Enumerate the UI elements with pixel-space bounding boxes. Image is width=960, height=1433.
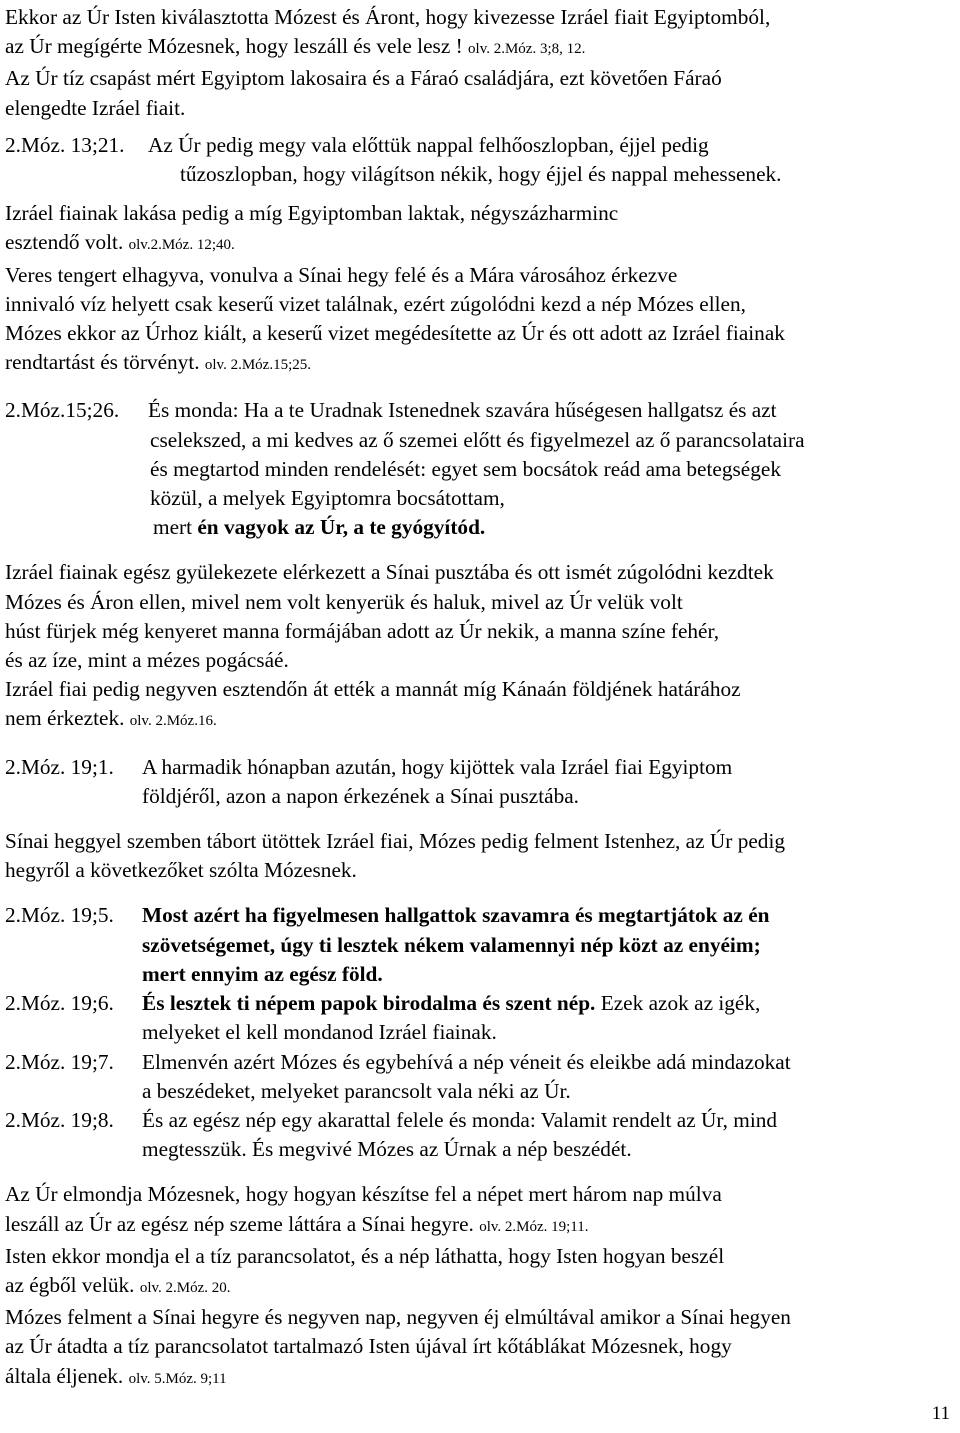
paragraph-9 [5,827,950,885]
text-line: és az íze, mint a mézes pogácsáé. [5,648,289,673]
text-span: általa éljenek. [5,1363,129,1388]
text-span: leszáll az Úr az egész nép szeme láttára a Sínai hegyre. [5,1211,480,1236]
verse-19-1 [5,753,950,811]
text-line: Az Úr elmondja Mózesnek, hogy hogyan készítse fel a népet mert három nap múlva [5,1182,722,1207]
document-page [5,3,950,1394]
verse-19-8 [5,1106,950,1164]
text-span: rendtartást és törvényt. [5,350,205,375]
verse-reference: 2.Móz. 19;8. [5,1107,114,1132]
text-line: cselekszed, a mi kedves az ő szemei előtt és figyelmezel az ő parancsolataira [150,427,805,452]
text-line: földjéről, azon a napon érkezének a Sínai pusztába. [142,783,579,808]
text-line [5,1271,950,1303]
text-line: innivaló víz helyett csak keserű vizet találnak, ezért zúgolódni kezd a nép Mózes ellen, [5,291,746,316]
verse-13-21 [5,131,950,189]
text-span: nem érkeztek. [5,706,130,731]
text-line: Izráel fiai pedig negyven esztendőn át ették a mannát míg Kánaán földjének határához [5,677,741,702]
text-line: És monda: Ha a te Uradnak Istenednek szavára hűségesen hallgatsz és azt [148,398,777,423]
verse-reference: 2.Móz. 19;5. [5,903,114,928]
verse-reference: 2.Móz. 19;1. [5,754,114,779]
verse-15-26 [5,396,950,542]
text-line [5,348,950,380]
reference-note: olv.2.Móz. 12;40. [128,237,235,254]
paragraph-16 [5,1303,950,1394]
verse-19-5 [5,901,950,989]
text-line: közül, a melyek Egyiptomra bocsátottam, [150,486,505,511]
text-line [5,32,950,64]
text-line [5,1362,950,1394]
text-line: Isten ekkor mondja el a tíz parancsolatot, és a nép láthatta, hogy Isten hogyan beszél [5,1243,725,1268]
text-span: az Úr megígérte Mózesnek, hogy leszáll és vele lesz ! [5,34,469,59]
text-line: hegyről a következőket szólta Mózesnek. [5,858,357,883]
page-number: 11 [931,1403,950,1424]
reference-note: olv. 5.Móz. 9;11 [128,1370,227,1387]
text-line: És az egész nép egy akarattal felele és monda: Valamit rendelt az Úr, mind [142,1107,778,1132]
text-line [5,704,950,736]
reference-note: olv. 2.Móz. 3;8, 12. [468,41,586,58]
text-line [5,228,950,260]
text-line: Mózes felment a Sínai hegyre és negyven nap, negyven éj elmúltával amikor a Sínai hegyen [5,1305,791,1330]
text-line: Veres tengert elhagyva, vonulva a Sínai hegy felé és a Mára városához érkezve [5,262,678,287]
paragraph-2 [5,64,950,122]
text-line: Most azért ha figyelmesen hallgattok szavamra és megtartjátok az én [142,903,770,928]
paragraph-4 [5,199,950,260]
paragraph-15 [5,1242,950,1303]
text-line: Mózes ekkor az Úrhoz kiált, a keserű vizet megédesítette az Úr és ott adott az Izráel fiainak [5,321,785,346]
text-line: Mózes és Áron ellen, mivel nem volt kenyerük és haluk, mivel az Úr velük volt [5,589,683,614]
emphasis-text: én vagyok az Úr, a te gyógyítód. [197,515,486,540]
text-line: Izráel fiainak lakása pedig a míg Egyiptomban laktak, négyszázharminc [5,201,619,226]
text-line: húst fürjek még kenyeret manna formájában adott az Úr nekik, a manna színe fehér, [5,618,720,643]
reference-note: olv. 2.Móz.15;25. [204,357,311,374]
paragraph-5 [5,261,950,381]
text-line: megtesszük. És megvivé Mózes az Úrnak a nép beszédét. [142,1137,632,1162]
verse-19-6 [5,989,950,1047]
reference-note: olv. 2.Móz. 19;11. [479,1218,589,1235]
text-line: Az Úr pedig megy vala előttük nappal felhőoszlopban, éjjel pedig [148,132,709,157]
text-line: Sínai heggyel szemben tábort ütöttek Izráel fiai, Mózes pedig felment Istenhez, az Úr pedig [5,829,786,854]
verse-reference: 2.Móz. 19;6. [5,991,114,1016]
paragraph-14 [5,1180,950,1241]
text-span: az égből velük. [5,1272,140,1297]
text-line: tűzoszlopban, hogy világítson nékik, hogy éjjel és nappal mehessenek. [180,162,782,187]
verse-reference: 2.Móz.15;26. [5,398,120,423]
text-line: Elmenvén azért Mózes és egybehívá a nép véneit és eleikbe adá mindazokat [142,1049,791,1074]
text-line: és megtartod minden rendelését: egyet sem bocsátok reád ama betegségek [150,456,781,481]
text-line: Az Úr tíz csapást mért Egyiptom lakosaira és a Fáraó családjára, ezt követően Fáraó [5,66,722,91]
text-line: melyeket el kell mondanod Izráel fiainak. [142,1020,497,1045]
text-line: a beszédeket, melyeket parancsolt vala néki az Úr. [142,1078,571,1103]
text-line: elengedte Izráel fiait. [5,95,186,120]
text-line: Ekkor az Úr Isten kiválasztotta Mózest és Áront, hogy kivezesse Izráel fiait Egyiptomból, [5,5,771,29]
text-span: mert [153,515,198,540]
text-line [5,1210,950,1242]
text-line: szövetségemet, úgy ti lesztek nékem valamennyi nép közt az enyéim; [142,932,761,957]
text-line [153,513,950,542]
text-line: Izráel fiainak egész gyülekezete elérkezett a Sínai pusztába és ott ismét zúgolódni kezdtek [5,560,774,585]
emphasis-text: És lesztek ti népem papok birodalma és szent nép. [142,991,596,1016]
paragraph-1 [5,3,950,64]
text-line [142,989,950,1018]
text-line: az Úr átadta a tíz parancsolatot tartalmazó Isten újával írt kőtáblákat Mózesnek, hogy [5,1334,732,1359]
reference-note: olv. 2.Móz. 20. [139,1279,231,1296]
text-line: mert ennyim az egész föld. [142,961,383,986]
verse-reference: 2.Móz. 13;21. [5,132,125,157]
text-span: Ezek azok az igék, [595,991,761,1016]
text-span: esztendő volt. [5,230,129,255]
text-line: A harmadik hónapban azután, hogy kijöttek vala Izráel fiai Egyiptom [142,754,733,779]
verse-19-7 [5,1048,950,1106]
paragraph-7 [5,558,950,736]
reference-note: olv. 2.Móz.16. [129,713,217,730]
verse-reference: 2.Móz. 19;7. [5,1049,114,1074]
